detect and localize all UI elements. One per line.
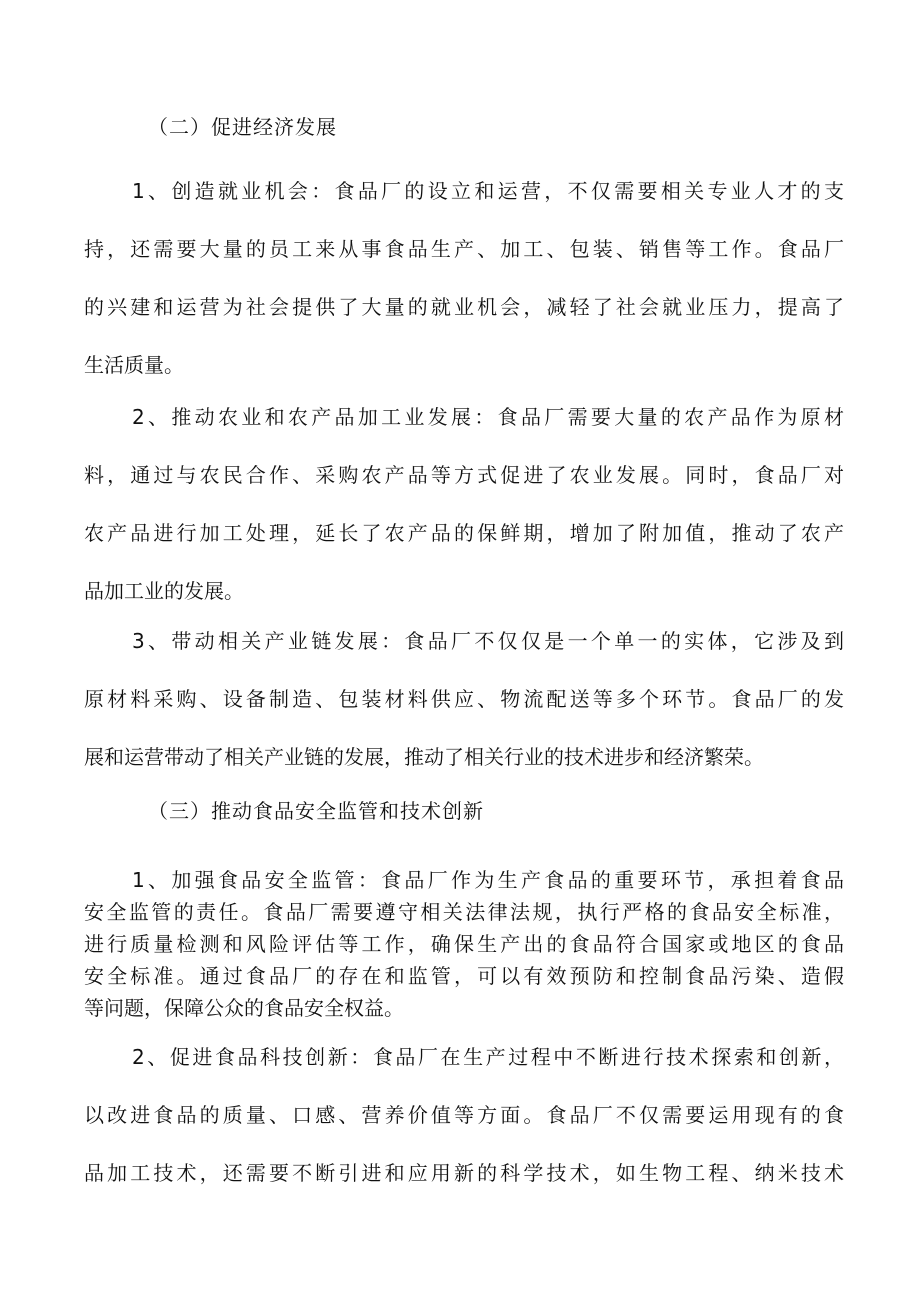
text-line: 以改进食品的质量、口感、营养价值等方面。食品厂不仅需要运用现有的食 <box>84 1103 844 1127</box>
paragraph-agriculture <box>84 404 844 636</box>
text-line: 安全标准。通过食品厂的存在和监管，可以有效预防和控制食品污染、造假 <box>84 964 844 988</box>
text-line: 品加工技术，还需要不断引进和应用新的科学技术，如生物工程、纳米技术 <box>84 1161 844 1185</box>
text-line: 品加工业的发展。 <box>84 579 244 603</box>
section-heading-economic: （二）促进经济发展 <box>148 115 337 139</box>
paragraph-industry-chain <box>84 628 844 802</box>
text-line: 1、加强食品安全监管：食品厂作为生产食品的重要环节，承担着食品 <box>132 868 844 892</box>
text-line: 等问题，保障公众的食品安全权益。 <box>84 996 404 1020</box>
text-line: 的兴建和运营为社会提供了大量的就业机会，减轻了社会就业压力，提高了 <box>84 295 844 319</box>
text-line: 1、创造就业机会：食品厂的设立和运营，不仅需要相关专业人才的支 <box>132 179 844 203</box>
paragraph-safety-supervision <box>84 867 844 1027</box>
text-line: 展和运营带动了相关产业链的发展，推动了相关行业的技术进步和经济繁荣。 <box>84 745 764 769</box>
text-line: 进行质量检测和风险评估等工作，确保生产出的食品符合国家或地区的食品 <box>84 932 844 956</box>
paragraph-employment <box>84 178 844 410</box>
text-line: 料，通过与农民合作、采购农产品等方式促进了农业发展。同时，食品厂对 <box>84 463 844 487</box>
paragraph-tech-innovation <box>84 1044 844 1218</box>
text-line: 农产品进行加工处理，延长了农产品的保鲜期，增加了附加值，推动了农产 <box>84 521 844 545</box>
text-line: 生活质量。 <box>84 353 184 377</box>
text-line: 持，还需要大量的员工来从事食品生产、加工、包装、销售等工作。食品厂 <box>84 237 844 261</box>
text-line: 2、推动农业和农产品加工业发展：食品厂需要大量的农产品作为原材 <box>132 405 844 429</box>
text-line: 原材料采购、设备制造、包装材料供应、物流配送等多个环节。食品厂的发 <box>84 687 844 711</box>
text-line: 3、带动相关产业链发展：食品厂不仅仅是一个单一的实体，它涉及到 <box>132 629 844 653</box>
section-heading-food-safety: （三）推动食品安全监管和技术创新 <box>148 799 484 823</box>
text-line: 2、促进食品科技创新：食品厂在生产过程中不断进行技术探索和创新， <box>132 1045 844 1069</box>
text-line: 安全监管的责任。食品厂需要遵守相关法律法规，执行严格的食品安全标准， <box>84 900 844 924</box>
